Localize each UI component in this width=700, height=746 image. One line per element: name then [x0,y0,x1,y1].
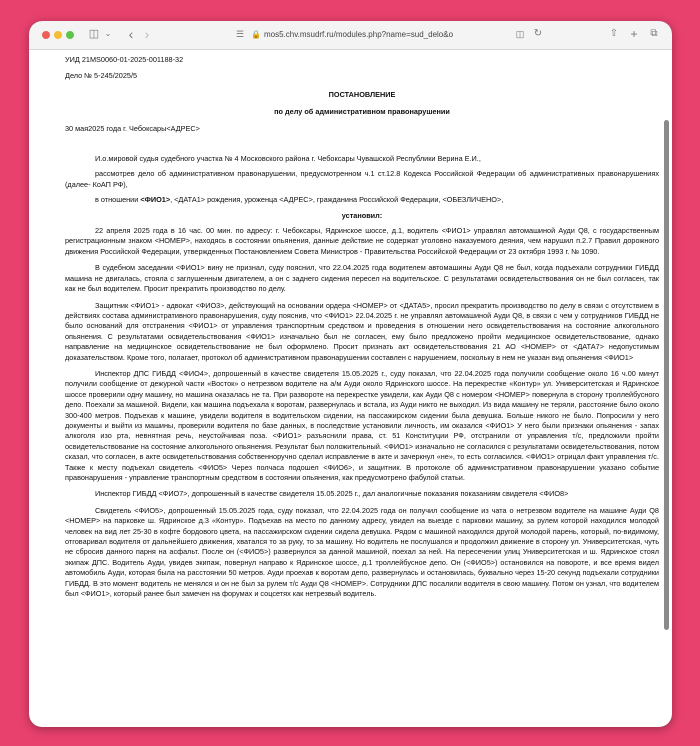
paragraph: Свидетель <ФИО5>, допрошенный 15.05.2025 года, суду показал, что 22.04.2025 года он получил сообщение из чата о нетрезвом водителе на машине Ауди Q8 <НОМЕР> на парковке ш. Ядринское д.3 «Контур». Подъехав на место по данному адресу, увидел на выезде с парковки машину, за рулем которой находился молодой человек на вид лет 25-30 в кофте бордового цвета, на пассажирском сидении сидела девушка. Рядом с машиной находился другой молодой парень, который, по-видимому, отговаривал водителя от дальнейшего движения, хватался то за руку, то за машину. Но водитель не послушался и продолжил движение в сторону ул. Университетская, чуть не сбросив данного парня на асфальт. После он (<ФИО5>) развернулся за данной машиной, поехал за ней. На пересечении улиц Университетская и ш. Ядринское стоял экипаж ДПС. Водитель Ауди, увидев экипаж, повернул направо к Ядринское шоссе, д.1 троллейбусное депо. Он (<ФИО5>) остановился на повороте, и все время видел автомобиль Ауди, которая была на расстоянии 50 метров. Ауди проехав к воротам депо, развернулась и остановилась, буквально через 15-20 секунд подъехали сотрудники ГИБДД. В это момент водитель не менялся и он не был за рулем т/с Ауди Q8 <НОМЕР>. Сотрудники ДПС посалили водителя в свою машину. Потом он узнал, что водителем был <ФИО1>, который ранее был замечен на форумах и соцсетях как нетрезвый водитель. [65,505,659,599]
paragraph: Инспектор ДПС ГИБДД <ФИО4>, допрошенный в качестве свидетеля 15.05.2025 г., суду показал, что 22.04.2025 года получили сообщение около 16 ч.00 минут получили сообщение от дежурной части «Восток» о нетрезвом водителе на а/м Ауди около Ядринского шоссе. На перекрестке «Контур» ул. Университетская и Ядринское шоссе проверили одну машину, но машина оказалась не та. При развороте на перекрестке увидели, как Ауди Q8 с номером <НОМЕР> повернула в сторону троллейбусного депо. Поехали за машиной. Видели, как машина подъехала к воротам, развернулась и встала, из Ауди никто не выходил. Из вида машину не теряли, расстояние было около 300-400 метров. Подъехав к машине, увидели водителя в водительском сидении, на пассажирском сидении была девушка. Больше никого не было. Попросили у него документы и выйти из машины, проверили водителя по базе данных, в последствие установили личность, им оказался <ФИО1> У него были признаки опьянения - запах алкоголя изо рта, невнятная речь, неустойчивая поза. <ФИО1> разъяснили права, ст. 51 Конституции РФ, отстранили от управления т/с, предложили пройти освидетельствование на состояние алкогольного опьянения. Результат был положительный. <ФИО1> изначально не согласился с результатами освидетельствования, потом сказал, что согласен, в акте освидетельствования собственноручно сделал исправление в акте и зачеркнул «не», то есть согласился. <ФИО1> отрицал факт управления т/с. Также к месту подъехал свидетель <ФИО5> Через полчаса подошел <ФИО6>, и защитник. В протоколе об административном правонарушении указано событие правонарушения - управление транспортным средством в состоянии опьянения, как предусмотрено фабулой статьи. [65,368,659,482]
paragraph: 22 апреля 2025 года в 16 час. 00 мин. по адресу: г. Чебоксары, Ядринское шоссе, д.1, водитель <ФИО1> управлял автомашиной Ауди Q8, с государственным регистрационным знаком <НОМЕР>, находясь в состоянии опьянения, данные действие не содержат уголовно наказуемого деяния, чем нарушил п.2.7 Правил дорожного движения Российской Федерации, утвержденных Постановлением Совета Министров - Правительства Российской Федерации от 23 октября 1993 г. № 1090. [65,226,659,256]
regarding-rest: , <ДАТА1> рождения, уроженца <АДРЕС>, гражданина Российской Федерации, <ОБЕЗЛИЧЕНО>, [170,195,504,205]
share-icon[interactable]: ⇧ [609,28,619,39]
minimize-window-button[interactable] [54,31,62,39]
paragraph: Инспектор ГИБДД <ФИО7>, допрошенный в качестве свидетеля 15.05.2025 г., дал аналогичные показания показаниям свидетеля <ФИО8> [95,489,569,499]
case-uid: УИД 21MS0060-01-2025-001188-32 [65,55,184,64]
lock-icon: 🔒 [251,30,261,39]
judge-line: И.о.мировой судья судебного участка № 4 Московского района г. Чебоксары Чувашской Республики Верина Е.И., [95,154,481,164]
reload-icon[interactable]: ↻ [533,28,543,39]
close-window-button[interactable] [42,31,50,39]
browser-toolbar [29,21,672,50]
established-heading: установил: [341,210,383,220]
url-text: mos5.chv.msudrf.ru/modules.php?name=sud_delo&o [263,30,454,39]
paragraph: Защитник <ФИО1> - адвокат <ФИО3>, действующий на основании ордера <НОМЕР> от <ДАТА5>, просил прекратить производство по делу в связи с отсутствием в действиях состава административного правонарушения, суду пояснив, что <ФИО1> 22.04.2025 г. не управлял автомашиной Ауди Q8, в связи с чем у сотрудников ГИБДД не было оснований для отстранения <ФИО1> от управления транспортным средством и проведения в отношении него освидетельствования на состояние алкогольного опьянения. С результатами освидетельствования <ФИО1> изначально был не согласен, ему было предложено пройти медицинское освидетельствование, однако направление на медицинское освидетельствование не был оформлено. Просит признать акт освидетельствования 21 АО <НОМЕР> от <ДАТА7> недопустимым доказательством. Кроме того, полагает, протокол об административном правонарушении составлен с нарушением, поскольку в нем не указан вид опьянения <ФИО1> [65,300,659,362]
regarding-line [65,195,659,205]
date-place: 30 мая2025 года г. Чебоксары<АДРЕС> [65,123,200,133]
sidebar-icon[interactable]: ◫ [88,28,100,40]
forward-icon[interactable]: › [144,26,150,42]
chevron-down-icon[interactable]: ⌄ [104,29,112,38]
vertical-scrollbar[interactable] [664,120,669,630]
court-document [65,55,659,599]
considered-line: рассмотрев дело об административном правонарушении, предусмотренном ч.1 ст.12.8 Кодекса Российской Федерации об административных правонарушениях (далее- КоАП РФ), [65,169,659,189]
document-subtitle: по делу об административном правонарушении [274,107,450,117]
browser-window [29,21,672,727]
regarding-prefix: в отношении [95,195,141,205]
web-page [29,50,672,727]
tab-overview-icon[interactable]: ⧉ [650,28,658,39]
paragraph: В судебном заседании <ФИО1> вину не признал, суду пояснил, что 22.04.2025 года водителем автомашины Ауди Q8 не был, когда подъехали сотрудники ГИБДД машина не двигалась, стояла с заглушенным двигателем, а он с заднего сидения пересел на водительское. С результатами освидетельствования он не был согласен, так как не был водителем. Просит прекратить производство по делу. [65,263,659,294]
document-title: ПОСТАНОВЛЕНИЕ [328,89,396,99]
defendant-name: <ФИО1> [140,195,171,205]
case-number: Дело № 5-245/2025/5 [65,71,138,81]
maximize-window-button[interactable] [66,31,74,39]
translate-icon[interactable]: ◫ [515,29,525,39]
address-bar[interactable] [251,27,511,43]
new-tab-icon[interactable]: + [630,27,638,41]
back-icon[interactable]: ‹ [128,26,134,42]
page-settings-icon[interactable]: ☰ [235,29,245,39]
